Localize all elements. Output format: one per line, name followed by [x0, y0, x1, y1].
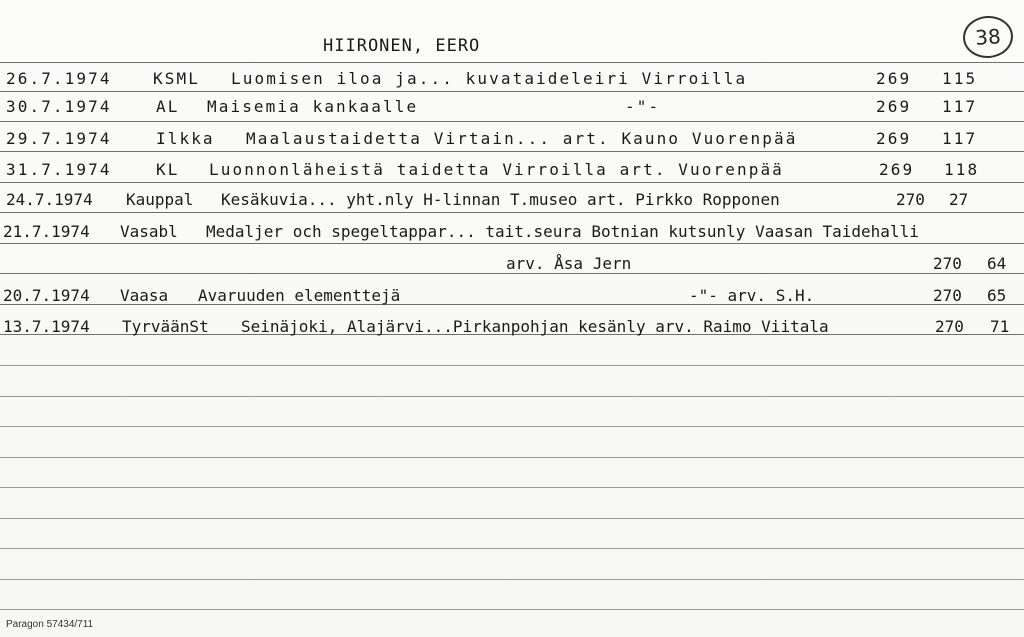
ruled-line: [0, 91, 1024, 92]
ruled-line: [0, 579, 1024, 580]
entry-text: Medaljer och spegeltappar... tait.seura Botnian kutsunly Vaasan Taidehalli: [206, 222, 919, 241]
entry-page: 71: [990, 317, 1010, 336]
entry-date: 30.7.1974: [6, 97, 112, 116]
entry-page: 117: [942, 97, 978, 116]
ruled-line: [0, 457, 1024, 458]
entry-source: Vaasa: [120, 286, 169, 305]
ruled-line: [0, 243, 1024, 244]
entry-source: Ilkka: [156, 129, 215, 148]
ditto-mark: -"-: [625, 97, 661, 116]
ruled-line: [0, 121, 1024, 122]
entry-date: 13.7.1974: [3, 317, 90, 336]
entry-date: 26.7.1974: [6, 69, 112, 88]
ruled-line: [0, 548, 1024, 549]
entry-source: AL: [156, 97, 180, 116]
entry-volume: 270: [935, 317, 964, 336]
ruled-line: [0, 62, 1024, 63]
ruled-line: [0, 426, 1024, 427]
entry-volume: 269: [879, 160, 915, 179]
ruled-line: [0, 212, 1024, 213]
entry-text: Luonnonläheistä taidetta Virroilla art. Vuorenpää: [209, 160, 784, 179]
card-printer-mark: Paragon 57434/711: [6, 619, 94, 630]
ruled-line: [0, 487, 1024, 488]
entry-page: 65: [987, 286, 1007, 305]
entry-source: Kauppal: [126, 190, 194, 209]
ditto-mark: -"- arv. S.H.: [689, 286, 815, 305]
ruled-line: [0, 151, 1024, 152]
entry-page: 115: [942, 69, 978, 88]
ruled-line: [0, 518, 1024, 519]
entry-date: 20.7.1974: [3, 286, 90, 305]
entry-date: 24.7.1974: [6, 190, 93, 209]
entry-source: KL: [156, 160, 180, 179]
entry-text: Luomisen iloa ja... kuvataideleiri Virroilla: [231, 69, 748, 88]
entry-text: Avaruuden elementtejä: [198, 286, 401, 305]
entry-text: Seinäjoki, Alajärvi...Pirkanpohjan kesänly arv. Raimo Viitala: [241, 317, 829, 336]
entry-date: 31.7.1974: [6, 160, 112, 179]
ruled-line: [0, 182, 1024, 183]
ruled-line: [0, 396, 1024, 397]
entry-volume: 269: [876, 129, 912, 148]
entry-source: KSML: [153, 69, 200, 88]
entry-source: TyrväänSt: [122, 317, 209, 336]
entry-text: Maisemia kankaalle: [207, 97, 419, 116]
card-title: HIIRONEN, EERO: [323, 36, 481, 56]
entry-source: Vasabl: [120, 222, 178, 241]
entry-volume: 269: [876, 97, 912, 116]
entry-text: Maalaustaidetta Virtain... art. Kauno Vuorenpää: [246, 129, 798, 148]
card-number-stamp: [962, 14, 1015, 59]
entry-page: 27: [949, 190, 969, 209]
entry-volume: 270: [933, 254, 962, 273]
ruled-line: [0, 609, 1024, 610]
entry-text-continued: arv. Åsa Jern: [506, 254, 632, 273]
entry-volume: 270: [933, 286, 962, 305]
entry-page: 118: [944, 160, 980, 179]
card-number: 38: [974, 24, 1002, 50]
entry-text: Kesäkuvia... yht.nly H-linnan T.museo art. Pirkko Ropponen: [221, 190, 780, 209]
entry-date: 21.7.1974: [3, 222, 90, 241]
ruled-line: [0, 365, 1024, 366]
entry-page: 117: [942, 129, 978, 148]
entry-page: 64: [987, 254, 1007, 273]
entry-volume: 270: [896, 190, 925, 209]
entry-date: 29.7.1974: [6, 129, 112, 148]
entry-volume: 269: [876, 69, 912, 88]
